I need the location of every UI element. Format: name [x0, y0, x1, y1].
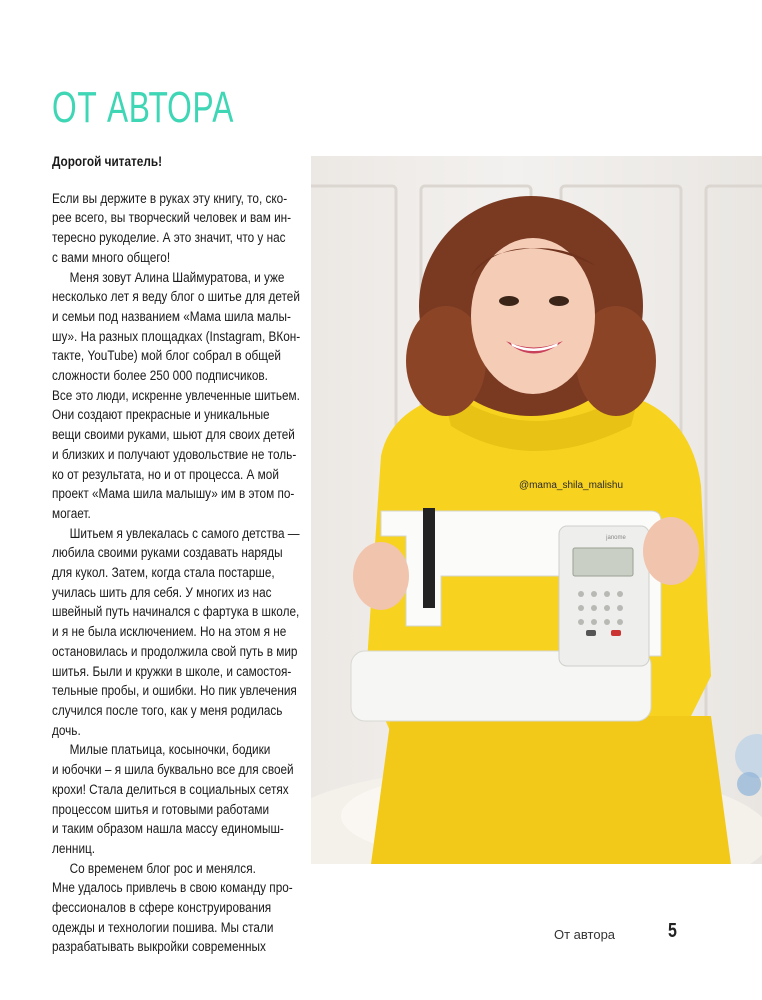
text-line: процессом шитья и готовыми работами — [52, 801, 270, 817]
text-line: шу». На разных площадках (Instagram, ВКон- — [52, 328, 301, 344]
text-line: случился после того, как у меня родилась — [52, 702, 283, 718]
author-photo-illustration — [311, 156, 762, 864]
text-line: проект «Мама шила малышу» им в этом по- — [52, 486, 295, 502]
text-line: и близких и получают удовольствие не толь- — [52, 446, 297, 462]
text-line: остановилась и продолжила свой путь в мир — [52, 643, 298, 659]
text-line: Меня зовут Алина Шаймуратова, и уже — [69, 269, 285, 285]
text-line: и семьи под названием «Мама шила малы- — [52, 308, 291, 324]
text-line: Милые платьица, косыночки, бодики — [69, 742, 271, 758]
text-line: тересно рукоделие. А это значит, что у нас — [52, 230, 286, 246]
text-line: вещи своими руками, шьют для своих детей — [52, 427, 295, 443]
text-line: училась шить для себя. У многих из нас — [52, 584, 272, 600]
text-line: и я не была исключением. Но на этом я не — [52, 624, 287, 640]
text-line: и юбочки – я шила буквально все для своей — [52, 762, 294, 778]
text-line: Мне удалось привлечь в свою команду про- — [52, 880, 293, 896]
text-line: разрабатывать выкройки современных — [52, 939, 266, 955]
text-line: рее всего, вы творческий человек и вам ин- — [52, 210, 292, 226]
greeting: Дорогой читатель! — [52, 154, 162, 169]
text-line: такте, YouTube) мой блог собрал в общей — [52, 348, 281, 364]
text-line: одежды и технологии пошива. Мы стали — [52, 919, 274, 935]
text-line: фессионалов в сфере конструирования — [52, 900, 272, 916]
text-line: ленниц. — [52, 840, 96, 856]
page-number: 5 — [668, 920, 677, 942]
text-line: могает. — [52, 505, 91, 521]
text-line: сложности более 250 000 подписчиков. — [52, 368, 268, 384]
text-line: Со временем блог рос и менялся. — [69, 860, 256, 876]
text-line: и таким образом нашла массу единомыш- — [52, 821, 284, 837]
text-line: с вами много общего! — [52, 249, 171, 265]
text-line: Они создают прекрасные и уникальные — [52, 407, 270, 423]
text-line: швейный путь начинался с фартука в школе, — [52, 604, 300, 620]
text-line: ко от результата, но и от процесса. А мой — [52, 466, 279, 482]
text-line: шитья. Были и кружки в школе, и самостоя- — [52, 663, 292, 679]
text-line: крохи! Стала делиться в социальных сетях — [52, 781, 289, 797]
text-line: несколько лет я веду блог о шитье для детей — [52, 289, 300, 305]
text-line: Все это люди, искренне увлеченные шитьем. — [52, 387, 300, 403]
text-line: Если вы держите в руках эту книгу, то, ско- — [52, 190, 288, 206]
text-line: дочь. — [52, 722, 81, 738]
machine-brand: janome — [606, 535, 626, 541]
text-line: любила своими руками создавать наряды — [52, 545, 283, 561]
text-line: Шитьем я увлекалась с самого детства — — [69, 525, 300, 541]
text-line: для кукол. Затем, когда стала постарше, — [52, 565, 275, 581]
author-photo — [311, 156, 762, 864]
body-text — [52, 152, 302, 957]
running-footer: От автора — [554, 927, 616, 942]
page-title: ОТ АВТОРА — [52, 83, 235, 132]
hoodie-text: @mama_shila_malishu — [518, 480, 624, 491]
text-line: тельные пробы, и ошибки. Но пик увлечения — [52, 683, 297, 699]
